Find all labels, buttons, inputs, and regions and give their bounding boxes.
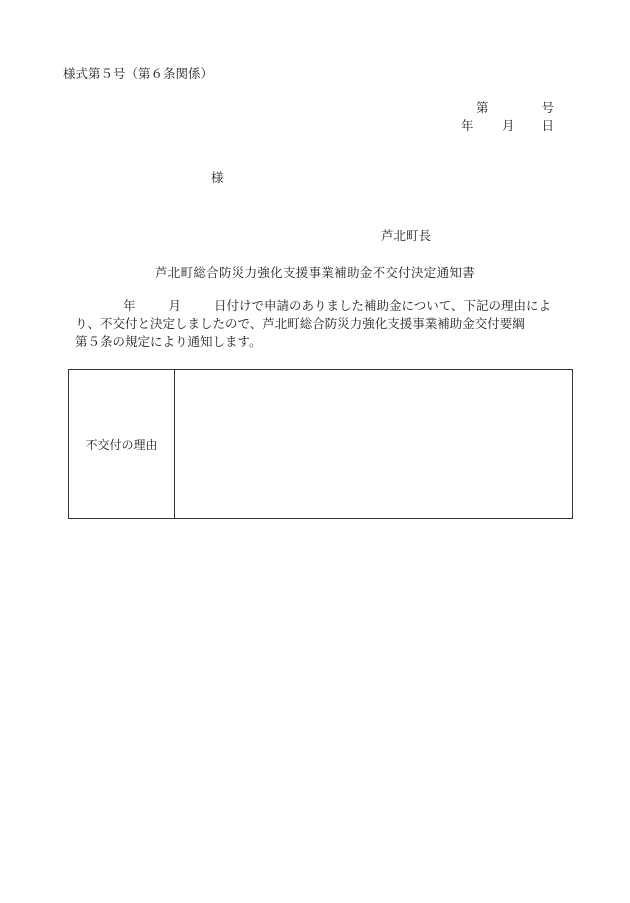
date-day-label: 日 <box>541 118 554 133</box>
reason-table <box>68 369 573 519</box>
number-prefix: 第 <box>476 100 489 115</box>
date-year-label: 年 <box>461 118 474 133</box>
reason-value-cell <box>175 370 572 518</box>
issuer-name: 芦北町長 <box>381 228 432 243</box>
body-line-1-text: 日付けで申請のありました補助金について、下記の理由によ <box>214 298 552 313</box>
body-line-3: 第５条の規定により通知します。 <box>75 334 262 349</box>
recipient-honorific: 様 <box>211 170 224 185</box>
notice-body <box>75 297 571 351</box>
body-line-2: り、不交付と決定しましたので、芦北町総合防災力強化支援事業補助金交付要綱 <box>75 316 525 331</box>
date-month-label: 月 <box>502 118 515 133</box>
body-year-label: 年 <box>123 298 136 313</box>
document-title: 芦北町総合防災力強化支援事業補助金不交付決定通知書 <box>154 265 475 280</box>
body-line-1 <box>75 297 571 315</box>
body-month-label: 月 <box>168 298 182 313</box>
number-suffix: 号 <box>541 100 554 115</box>
form-id: 様式第５号（第６条関係） <box>63 66 214 81</box>
reason-label: 不交付の理由 <box>69 370 175 518</box>
